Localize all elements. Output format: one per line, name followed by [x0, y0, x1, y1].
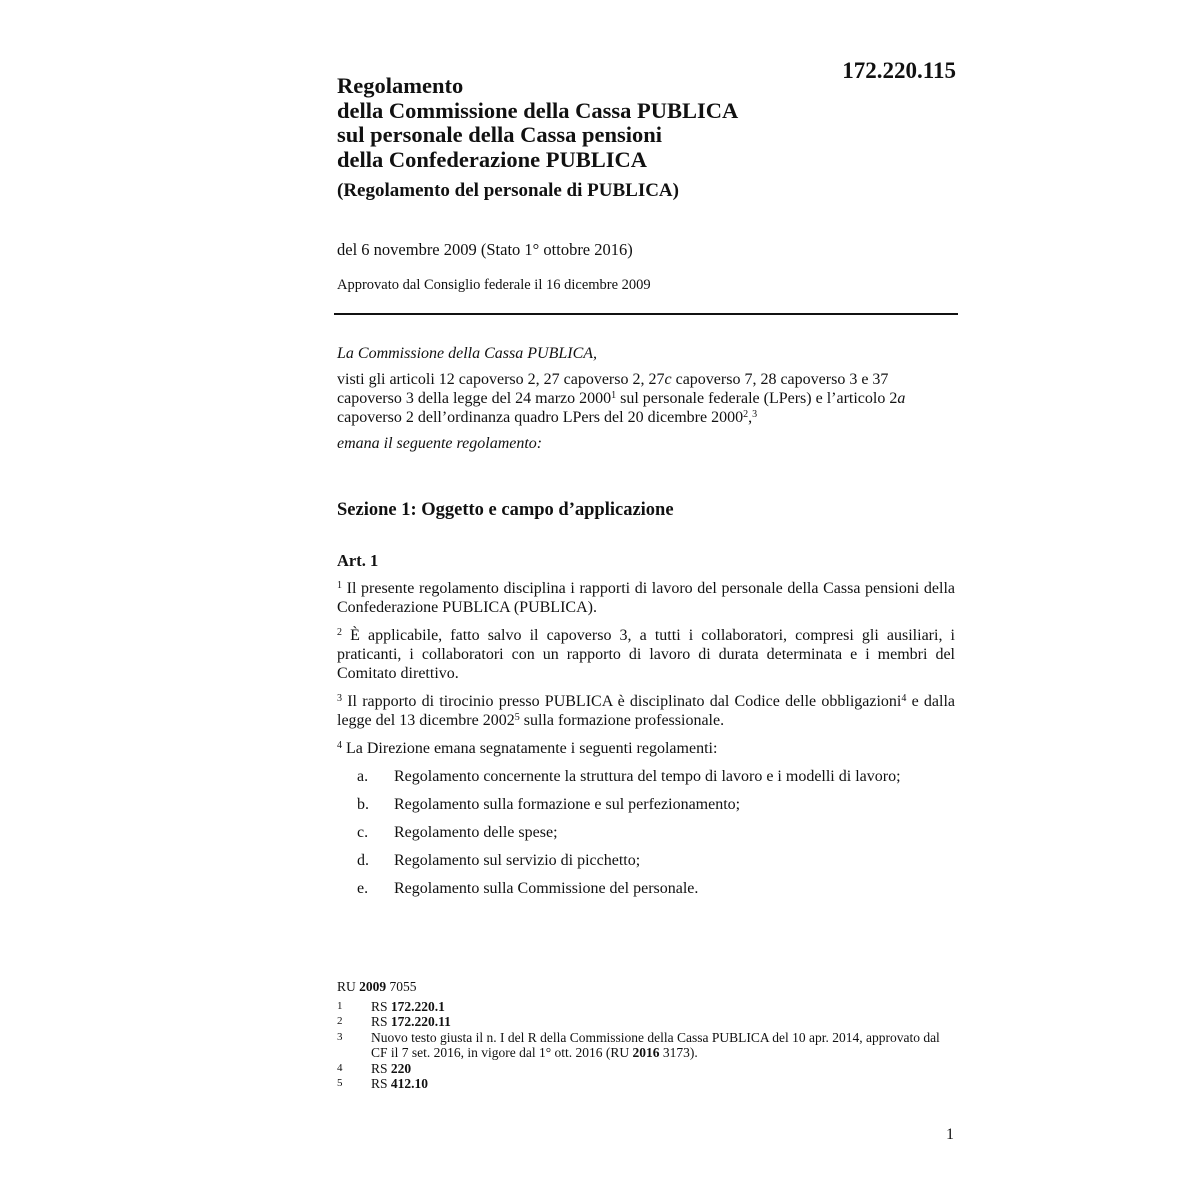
regulation-list	[337, 767, 955, 898]
basis-text: sul personale federale (LPers) e l’articolo 2	[616, 390, 898, 407]
paragraph-text: Il presente regolamento disciplina i rapporti di lavoro del personale della Cassa pensioni della Confederazione PUBLICA (PUBLICA).	[337, 580, 955, 616]
list-item-label: e.	[357, 880, 369, 897]
list-item-text: Regolamento delle spese;	[394, 824, 558, 841]
preamble-intro: La Commissione della Cassa PUBLICA,	[337, 345, 598, 362]
footnote-pre: RS	[371, 1014, 391, 1029]
footnote-ref-3[interactable]: 3	[752, 409, 758, 420]
list-item-text: Regolamento sulla formazione e sul perfezionamento;	[394, 796, 741, 813]
footnote-pre: RS	[371, 1076, 391, 1091]
footnote-number: 1	[337, 999, 343, 1012]
basis-italic: a	[897, 390, 906, 407]
footnote-pre: RS	[371, 998, 391, 1014]
page-number: 1	[946, 1126, 954, 1143]
paragraph-number: 1	[337, 580, 342, 591]
footnote-text	[371, 1030, 957, 1061]
footnote-number: 5	[337, 1077, 343, 1089]
footnote-number: 3	[337, 1030, 343, 1043]
footnote-item	[337, 1061, 957, 1077]
footnote-number: 4	[337, 1061, 343, 1074]
basis-text: capoverso 2 dell’ordinanza quadro LPers del 20 dicembre 2000	[337, 409, 744, 426]
paragraph-number: 2	[337, 627, 342, 638]
article-title: Art. 1	[337, 551, 379, 570]
footnote-text	[371, 1014, 957, 1030]
title-line: Regolamento	[337, 73, 464, 98]
article-body	[337, 579, 955, 907]
footnote-ref-number: 220	[390, 1060, 412, 1076]
paragraph-text: La Direzione emana segnatamente i seguenti regolamenti:	[342, 740, 718, 757]
paragraph-text: e dalla legge del 13 dicembre 2002	[337, 693, 955, 729]
footnote-ref-number: 172.220.11	[390, 1014, 451, 1029]
basis-text: capoverso 7, 28 capoverso 3 e 37 capoverso 3 della legge del 24 marzo 2000	[337, 371, 889, 407]
list-item	[337, 851, 955, 870]
preamble-enact: emana il seguente regolamento:	[337, 435, 543, 452]
footnote-item	[337, 999, 957, 1015]
list-item-text: Regolamento sul servizio di picchetto;	[394, 852, 641, 869]
footnote-number: 2	[337, 1015, 343, 1027]
paragraph-number: 3	[337, 693, 342, 704]
title-line: della Confederazione PUBLICA	[337, 146, 647, 172]
basis-separator: ,	[748, 409, 753, 426]
list-item	[337, 767, 955, 786]
basis-italic: c	[664, 371, 672, 388]
sr-number: 172.220.115	[842, 58, 956, 83]
title-line: della Commissione della Cassa PUBLICA	[337, 97, 739, 123]
footnote-item	[337, 1076, 957, 1092]
paragraph-number: 4	[337, 740, 342, 751]
list-item-text: Regolamento concernente la struttura del tempo di lavoro e i modelli di lavoro;	[394, 768, 901, 785]
list-item-label: b.	[357, 796, 369, 813]
preamble-basis	[337, 370, 957, 427]
document-subtitle: (Regolamento del personale di PUBLICA)	[337, 180, 679, 201]
footnote-pre: RS	[371, 1060, 391, 1076]
header-divider	[334, 313, 958, 315]
paragraph-2	[337, 626, 955, 683]
basis-text: visti gli articoli 12 capoverso 2, 27 capoverso 2, 27	[337, 371, 665, 388]
footnote-ref-number: 2016	[632, 1045, 660, 1060]
ru-prefix: RU	[337, 979, 360, 994]
list-item	[337, 795, 955, 814]
footnote-ref-number: 172.220.1	[390, 998, 445, 1014]
footnote-ref-4[interactable]: 4	[901, 693, 907, 704]
document-title	[337, 74, 897, 172]
section-heading: Sezione 1: Oggetto e campo d’applicazione	[337, 500, 674, 520]
footnote-ref-number: 412.10	[390, 1076, 429, 1091]
date-line: del 6 novembre 2009 (Stato 1° ottobre 2016)	[337, 240, 633, 259]
paragraph-text: È applicabile, fatto salvo il capoverso 3, a tutti i collaboratori, compresi gli ausiliari, i praticanti, i collaboratori con un rapporto di lavoro di durata determinata e i membri del Comitato direttivo.	[337, 627, 955, 682]
title-line: sul personale della Cassa pensioni	[337, 122, 663, 147]
paragraph-3	[337, 692, 955, 730]
footnotes	[337, 979, 957, 1092]
footnote-ref-1[interactable]: 1	[611, 390, 617, 401]
footnote-text	[371, 1076, 957, 1092]
footnote-post: 3173).	[659, 1045, 698, 1060]
footnote-ref-5[interactable]: 5	[514, 712, 520, 723]
ru-year: 2009	[359, 979, 387, 994]
paragraph-text: sulla formazione professionale.	[519, 712, 725, 729]
list-item	[337, 879, 955, 898]
list-item-label: d.	[357, 852, 369, 869]
list-item-label: a.	[357, 768, 369, 785]
approval-line: Approvato dal Consiglio federale il 16 dicembre 2009	[337, 277, 651, 293]
ru-page: 7055	[386, 979, 417, 994]
list-item-label: c.	[357, 824, 369, 841]
paragraph-1	[337, 579, 955, 617]
footnote-item	[337, 1030, 957, 1061]
paragraph-4	[337, 739, 955, 758]
footnote-pre: Nuovo testo giusta il n. I del R della Commissione della Cassa PUBLICA del 10 apr. 2014, approvato dal CF il 7 set. 2016, in vigore dal 1° ott. 2016 (RU	[371, 1029, 940, 1060]
list-item	[337, 823, 955, 842]
preamble	[337, 344, 957, 453]
footnote-ref-2[interactable]: 2	[743, 409, 749, 420]
list-item-text: Regolamento sulla Commissione del personale.	[394, 880, 699, 897]
paragraph-text: Il rapporto di tirocinio presso PUBLICA è disciplinato dal Codice delle obbligazioni	[342, 693, 902, 710]
footnote-item	[337, 1014, 957, 1030]
footnote-text	[371, 1061, 957, 1077]
ru-reference	[337, 979, 957, 995]
footnote-text	[371, 999, 957, 1015]
